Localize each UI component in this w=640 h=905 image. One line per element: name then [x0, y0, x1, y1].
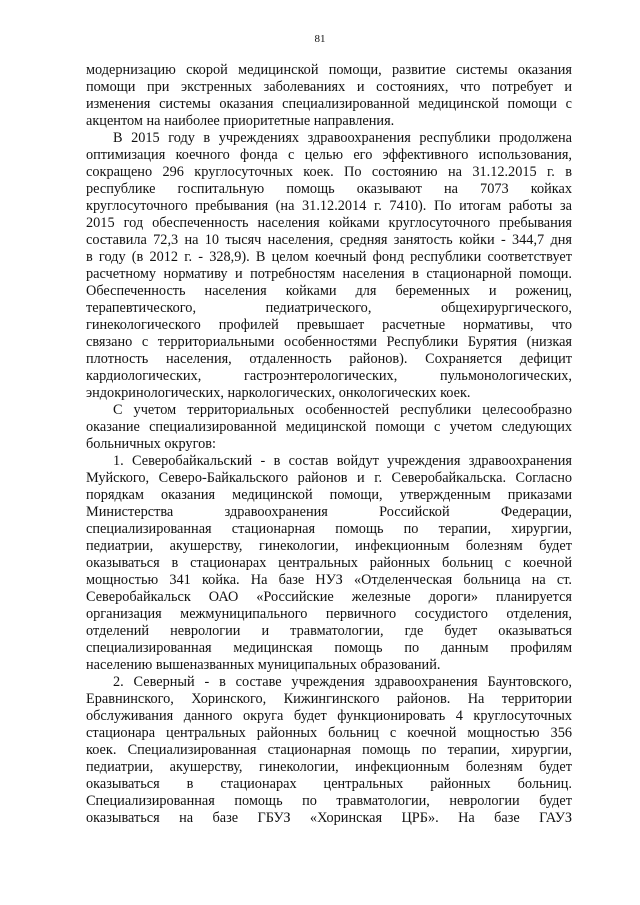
text-line: круглосуточного пребывания (на 31.12.2014 г. 7410). По итогам работы за: [86, 198, 572, 214]
text-line: обслуживания данного округа будет функционировать 4 круглосуточных: [86, 708, 572, 724]
text-line: Министерства здравоохранения Российской Федерации,: [86, 504, 572, 520]
text-line: оказываться в стационарах центральных районных больниц с коечной: [86, 555, 572, 571]
text-line: порядкам оказания медицинской помощи, утвержденным приказами: [86, 487, 572, 503]
text-line: гинекологического профилей превышает расчетные нормативы, что: [86, 317, 572, 333]
text-line: мощностью 341 койка. На базе НУЗ «Отделенческая больница на ст.: [86, 572, 572, 588]
text-line: коек. Специализированная стационарная помощь по терапии, хирургии,: [86, 742, 572, 758]
text-line: составила 72,3 на 10 тысяч населения, средняя занятость койки - 344,7 дня: [86, 232, 572, 248]
text-line: Обеспеченность населения койками для беременных и рожениц,: [86, 283, 572, 299]
text-line: Северобайкальск ОАО «Российские железные дороги» планируется: [86, 589, 572, 605]
text-line: помощи при экстренных заболеваниях и состояниях, что потребует и: [86, 79, 572, 95]
text-line: Специализированная помощь по травматологии, неврологии будет: [86, 793, 572, 809]
text-line: педиатрии, акушерству, гинекологии, инфекционным болезням будет: [86, 759, 572, 775]
text-line: расчетному нормативу и потребностям населения в стационарной помощи.: [86, 266, 572, 282]
text-line: кардиологических, гастроэнтерологических, пульмонологических,: [86, 368, 572, 384]
text-line: республике госпитальную помощь оказывают на 7073 койках: [86, 181, 572, 197]
text-line: в году (в 2012 г. - 328,9). В целом коечный фонд республики соответствует: [86, 249, 572, 265]
text-line: педиатрии, акушерству, гинекологии, инфекционным болезням будет: [86, 538, 572, 554]
text-line: оказание специализированной медицинской помощи с учетом следующих: [86, 419, 572, 435]
text-line: стационара центральных районных больниц с коечной мощностью 356: [86, 725, 572, 741]
page-number: 81: [314, 33, 326, 45]
text-line: терапевтического, педиатрического, общехирургического,: [86, 300, 572, 316]
text-line: Муйского, Северо-Байкальского районов и г. Северобайкальска. Согласно: [86, 470, 572, 486]
text-line: специализированная стационарная помощь по терапии, хирургии,: [86, 521, 572, 537]
text-line: больничных округов:: [86, 436, 216, 452]
text-line: С учетом территориальных особенностей республики целесообразно: [113, 402, 572, 418]
text-line: модернизацию скорой медицинской помощи, развитие системы оказания: [86, 62, 572, 78]
text-line: отделений неврологии и травматологии, где будет оказываться: [86, 623, 572, 639]
text-line: связано с территориальными особенностями Республики Бурятия (низкая: [86, 334, 572, 350]
text-line: организация межмуниципального первичного сосудистого отделения,: [86, 606, 572, 622]
text-line: 1. Северобайкальский - в состав войдут учреждения здравоохранения: [113, 453, 572, 469]
text-line: 2015 год обеспеченность населения койками круглосуточного пребывания: [86, 215, 572, 231]
text-line: оказываться в стационарах центральных районных больниц.: [86, 776, 572, 792]
text-line: акцентом на наиболее приоритетные направления.: [86, 113, 395, 129]
text-line: В 2015 году в учреждениях здравоохранения республики продолжена: [113, 130, 572, 146]
text-line: сокращено 296 круглосуточных коек. По состоянию на 31.12.2015 г. в: [86, 164, 572, 180]
text-line: специализированная медицинская помощь по данным профилям: [86, 640, 572, 656]
text-line: населению вышеназванных муниципальных образований.: [86, 657, 441, 673]
text-line: оказываться на базе ГБУЗ «Хоринская ЦРБ». На базе ГАУЗ: [86, 810, 572, 826]
text-line: Еравнинского, Хоринского, Кижингинского районов. На территории: [86, 691, 572, 707]
text-line: плотность населения, отдаленность районов). Сохраняется дефицит: [86, 351, 572, 367]
body-text: [86, 62, 572, 827]
text-line: оптимизация коечного фонда с целью его эффективного использования,: [86, 147, 572, 163]
text-line: эндокринологических, наркологических, онкологических коек.: [86, 385, 471, 401]
text-line: изменения системы оказания специализированной медицинской помощи с: [86, 96, 572, 112]
text-line: 2. Северный - в составе учреждения здравоохранения Баунтовского,: [113, 674, 572, 690]
